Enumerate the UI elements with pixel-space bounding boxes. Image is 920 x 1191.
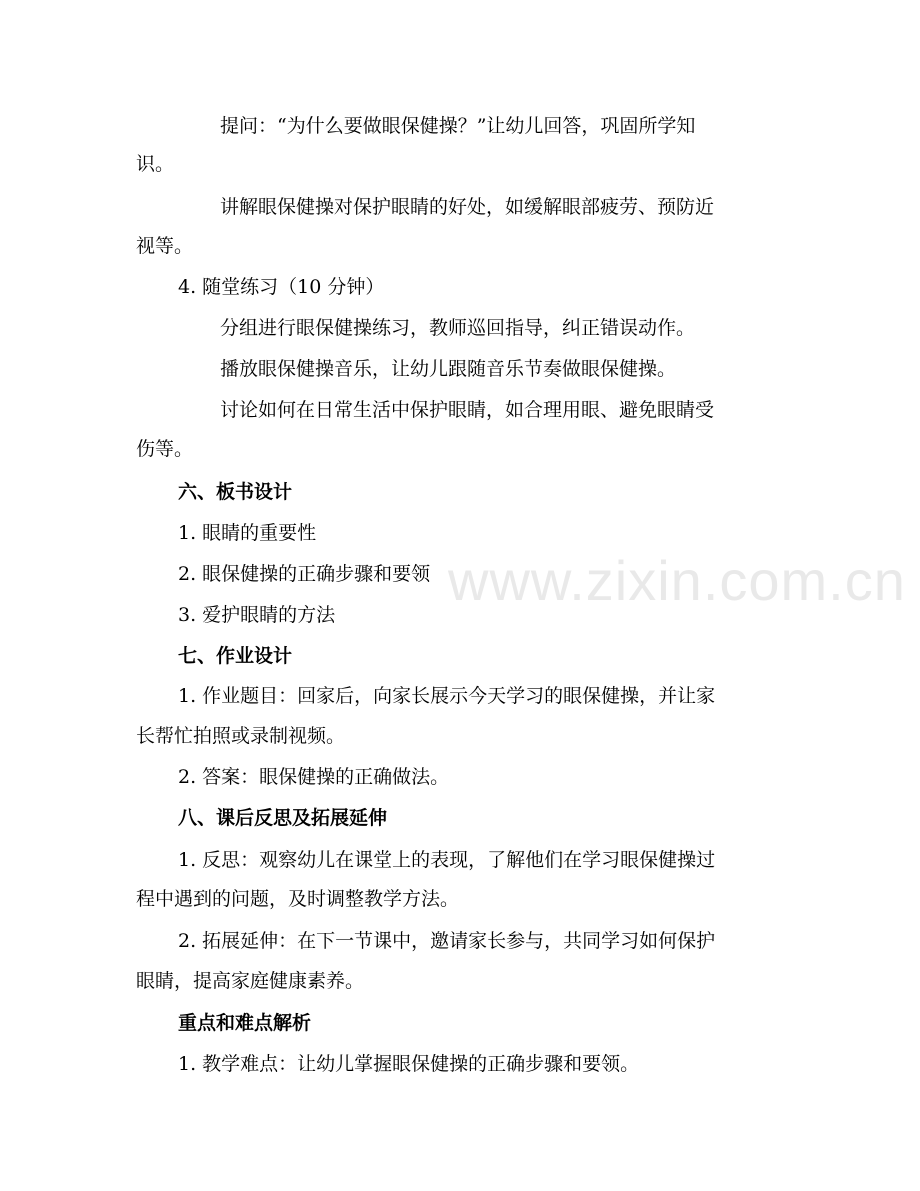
paragraph-line: 长帮忙拍照或录制视频。 <box>136 725 346 747</box>
paragraph-line: 播放眼保健操音乐，让幼儿跟随音乐节奏做眼保健操。 <box>220 358 677 380</box>
list-item: 2. 眼保健操的正确步骤和要领 <box>178 563 431 585</box>
paragraph-line: 分组进行眼保健操练习，教师巡回指导，纠正错误动作。 <box>220 317 696 339</box>
paragraph-line: 眼睛，提高家庭健康素养。 <box>136 970 365 992</box>
section-heading: 八、课后反思及拓展延伸 <box>178 807 388 829</box>
list-item: 1. 作业题目：回家后，向家长展示今天学习的眼保健操，并让家 <box>178 685 716 707</box>
list-item: 3. 爱护眼睛的方法 <box>178 604 336 626</box>
paragraph-line: 程中遇到的问题，及时调整教学方法。 <box>136 888 460 910</box>
paragraph-line: 讲解眼保健操对保护眼睛的好处，如缓解眼部疲劳、预防近 <box>220 196 715 218</box>
paragraph-line: 讨论如何在日常生活中保护眼睛，如合理用眼、避免眼睛受 <box>220 399 715 421</box>
paragraph-line: 伤等。 <box>136 438 194 460</box>
section-heading: 七、作业设计 <box>178 645 293 667</box>
section-heading: 六、板书设计 <box>178 481 293 503</box>
list-item: 1. 眼睛的重要性 <box>178 522 317 544</box>
paragraph-line: 视等。 <box>136 235 194 257</box>
list-item: 4. 随堂练习（10 分钟） <box>178 276 385 298</box>
watermark-text: www.zixin.com.cn <box>448 549 906 612</box>
list-item: 1. 反思：观察幼儿在课堂上的表现，了解他们在学习眼保健操过 <box>178 849 716 871</box>
list-item: 2. 答案：眼保健操的正确做法。 <box>178 766 450 788</box>
paragraph-line: 识。 <box>136 153 175 175</box>
section-heading: 重点和难点解析 <box>178 1012 312 1034</box>
list-item: 1. 教学难点：让幼儿掌握眼保健操的正确步骤和要领。 <box>178 1053 640 1075</box>
paragraph-line: 提问：“为什么要做眼保健操？”让幼儿回答，巩固所学知 <box>220 115 696 137</box>
list-item: 2. 拓展延伸：在下一节课中，邀请家长参与，共同学习如何保护 <box>178 930 716 952</box>
